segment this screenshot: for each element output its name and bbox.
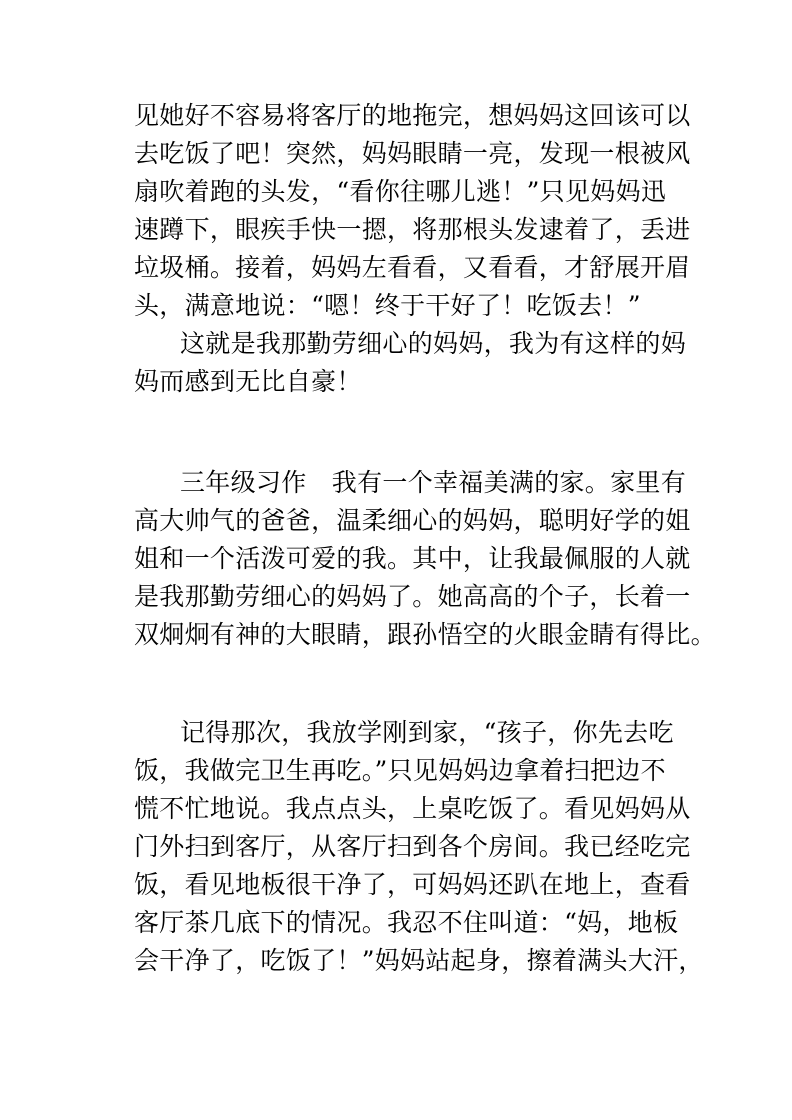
text-line: 妈而感到无比自豪！ — [134, 367, 362, 396]
text-line: 速蹲下，眼疾手快一摁，将那根头发逮着了，丢进 — [134, 215, 691, 244]
text-line: 饭，看见地板很干净了，可妈妈还趴在地上，查看 — [134, 870, 691, 899]
text-line: 客厅茶几底下的情况。我忍不住叫道：“妈，地板 — [134, 908, 679, 937]
text-line: 去吃饭了吧！突然，妈妈眼睛一亮，发现一根被风 — [134, 139, 691, 168]
text-line: 双炯炯有神的大眼睛，跟孙悟空的火眼金睛有得比。 — [134, 620, 716, 649]
text-line: 会干净了，吃饭了！”妈妈站起身，擦着满头大汗， — [134, 946, 704, 975]
text-line: 这就是我那勤劳细心的妈妈，我为有这样的妈 — [180, 329, 687, 358]
text-line: 记得那次，我放学刚到家，“孩子，你先去吃 — [180, 718, 674, 747]
text-line: 是我那勤劳细心的妈妈了。她高高的个子，长着一 — [134, 582, 691, 611]
text-line: 扇吹着跑的头发，“看你往哪儿逃！”只见妈妈迅 — [134, 177, 667, 206]
text-line: 三年级习作 我有一个幸福美满的家。家里有 — [180, 468, 687, 497]
text-line: 门外扫到客厅，从客厅扫到各个房间。我已经吃完 — [134, 832, 691, 861]
text-line: 姐和一个活泼可爱的我。其中，让我最佩服的人就 — [134, 544, 691, 573]
text-line: 见她好不容易将客厅的地拖完，想妈妈这回该可以 — [134, 101, 691, 130]
text-line: 饭，我做完卫生再吃。”只见妈妈边拿着扫把边不 — [134, 756, 666, 785]
text-line: 头，满意地说：“嗯！终于干好了！吃饭去！” — [134, 291, 641, 320]
text-line: 垃圾桶。接着，妈妈左看看，又看看，才舒展开眉 — [134, 253, 691, 282]
text-line: 慌不忙地说。我点点头，上桌吃饭了。看见妈妈从 — [134, 794, 691, 823]
text-line: 高大帅气的爸爸，温柔细心的妈妈，聪明好学的姐 — [134, 506, 691, 535]
